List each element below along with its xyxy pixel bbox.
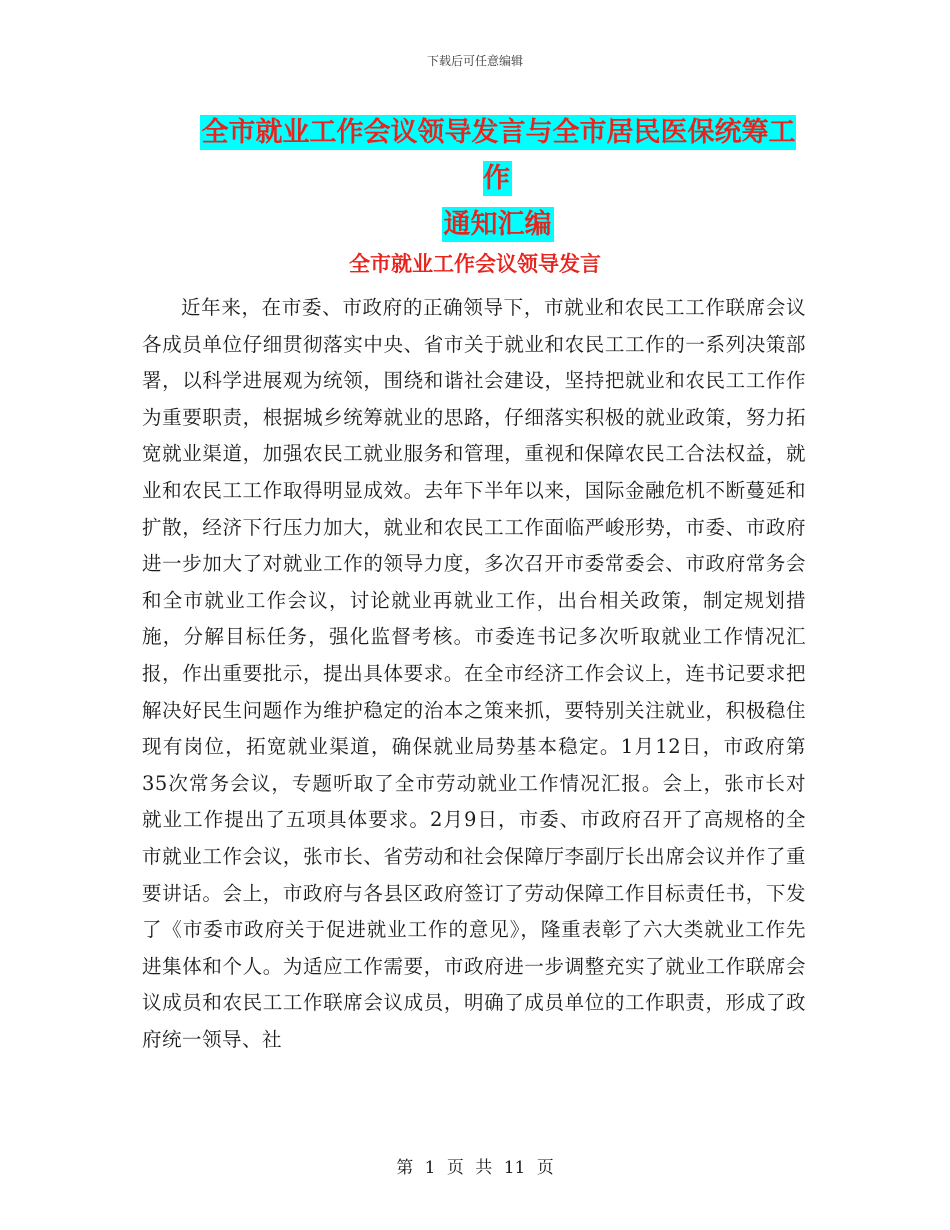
body-paragraph: 近年来，在市委、市政府的正确领导下，市就业和农民工工作联席会议各成员单位仔细贯彻落实中央、省市关于就业和农民工工作的一系列决策部署，以科学进展观为统领，围绕和谐社会建设，坚持把就业和农民工工作作为重要职责，根据城乡统筹就业的思路，仔细落实积极的就业政策，努力拓宽就业渠道，加强农民工就业服务和管理，重视和保障农民工合法权益，就业和农民工工作取得明显成效。去年下半年以来，国际金融危机不断蔓延和扩散，经济下行压力加大，就业和农民工工作面临严峻形势，市委、市政府进一步加大了对就业工作的领导力度，多次召开市委常委会、市政府常务会和全市就业工作会议，讨论就业再就业工作，出台相关政策，制定规划措施，分解目标任务，强化监督考核。市委连书记多次听取就业工作情况汇报，作出重要批示，提出具体要求。在全市经济工作会议上，连书记要求把解决好民生问题作为维护稳定的治本之策来抓，要特别关注就业，积极稳住现有岗位，拓宽就业渠道，确保就业局势基本稳定。1月12日，市政府第35次常务会议，专题听取了全市劳动就业工作情况汇报。会上，张市长对就业工作提出了五项具体要求。2月9日，市委、市政府召开了高规格的全市就业工作会议，张市长、省劳动和社会保障厅李副厅长出席会议并作了重要讲话。会上，市政府与各县区政府签订了劳动保障工作目标责任书，下发了《市委市政府关于促进就业工作的意见》，隆重表彰了六大类就业工作先进集体和个人。为适应工作需要，市政府进一步调整充实了就业工作联席会议成员和农民工工作联席会议成员，明确了成员单位的工作职责，形成了政府统一领导、社	[142, 296, 806, 1051]
document-title-line-1: 全市就业工作会议领导发言与全市居民医保统筹工作	[201, 117, 796, 194]
section-heading: 全市就业工作会议领导发言	[349, 251, 601, 276]
page-number-footer: 第 1 页 共 11 页	[396, 1158, 554, 1178]
page-header-note: 下载后可任意编辑	[426, 54, 523, 68]
document-title	[190, 110, 805, 248]
document-title-line-2: 通知汇编	[443, 209, 552, 240]
